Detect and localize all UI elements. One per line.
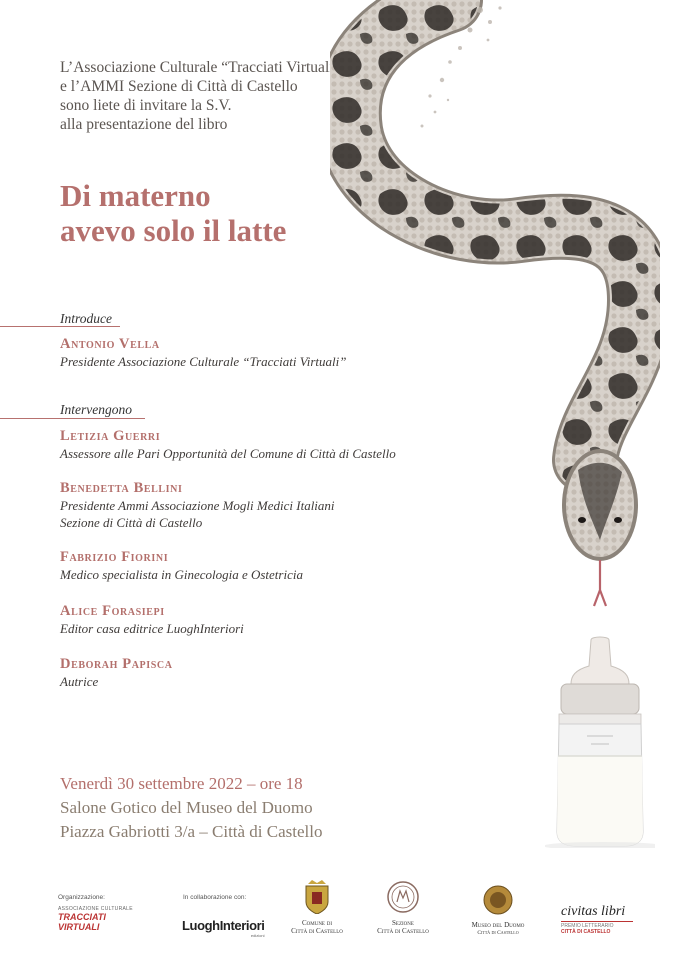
speaker-name: Deborah Papisca — [60, 656, 173, 672]
logo-text: Sezione — [392, 919, 414, 927]
logo-text: CITTÀ DI CASTELLO — [561, 929, 611, 935]
intro-line: sono liete di invitare la S.V. — [60, 97, 232, 114]
event-address: Piazza Gabriotti 3/a – Città di Castello — [60, 822, 323, 841]
ammi-logo — [367, 880, 439, 935]
intro-line: alla presentazione del libro — [60, 116, 228, 133]
museo-duomo-logo — [455, 884, 541, 937]
logo-text: Città di Castello — [477, 930, 519, 936]
intro-line: L’Associazione Culturale “Tracciati Virtuali” — [60, 59, 341, 76]
logo-text: TRACCIATI VIRTUALI — [58, 912, 106, 932]
logo-text: civitas libri — [561, 904, 626, 919]
speaker-fiorini — [60, 549, 480, 583]
event-venue: Salone Gotico del Museo del Duomo — [60, 798, 313, 817]
organizzazione-label: Organizzazione: — [58, 894, 105, 901]
speaker-papisca — [60, 656, 480, 690]
museo-medal-icon — [455, 884, 541, 916]
speaker-role: Medico specialista in Ginecologia e Ostetricia — [60, 567, 303, 582]
logo-text: Città di Castello — [291, 927, 343, 935]
ammi-emblem-icon — [367, 880, 439, 914]
civitas-libri-logo — [561, 904, 633, 935]
speaker-bellini — [60, 480, 480, 531]
introduce-label: Introduce — [60, 311, 112, 326]
footer-logos — [0, 888, 683, 960]
speaker-name: Antonio Vella — [60, 336, 160, 352]
logo-text: LuoghInteriori — [182, 918, 265, 933]
event-info — [60, 772, 323, 844]
speaker-name: Alice Forasiepi — [60, 603, 165, 619]
logo-divider — [561, 921, 633, 922]
comune-crest-icon — [282, 880, 352, 914]
book-title-line: Di materno — [60, 178, 211, 213]
logo-text: Comune di — [301, 919, 333, 927]
book-title — [60, 178, 286, 248]
collaborazione-label: In collaborazione con: — [183, 894, 247, 901]
book-title-line: avevo solo il latte — [60, 213, 287, 248]
logo-text: PREMIO LETTERARIO — [561, 923, 614, 929]
speaker-role: Presidente Ammi Associazione Mogli Medici Italiani — [60, 498, 335, 513]
section-divider — [0, 326, 120, 327]
speaker-name: Letizia Guerri — [60, 428, 161, 444]
logo-text: edizioni — [250, 933, 265, 938]
speaker-role: Editor casa editrice LuoghInteriori — [60, 621, 244, 636]
speaker-role: Sezione di Città di Castello — [60, 515, 203, 530]
speaker-intro — [60, 336, 480, 370]
intro-line: e l’AMMI Sezione di Città di Castello — [60, 78, 298, 95]
tracciati-virtuali-logo — [58, 906, 133, 932]
event-date: Venerdì 30 settembre 2022 – ore 18 — [60, 774, 303, 793]
speaker-guerri — [60, 428, 480, 462]
speaker-name: Benedetta Bellini — [60, 480, 183, 496]
speaker-name: Fabrizio Fiorini — [60, 549, 169, 565]
speaker-role: Assessore alle Pari Opportunità del Comune di Città di Castello — [60, 446, 396, 461]
speaker-role: Autrice — [60, 674, 99, 689]
comune-logo — [282, 880, 352, 935]
speaker-role: Presidente Associazione Culturale “Tracciati Virtuali” — [60, 354, 347, 369]
logo-text: Città di Castello — [377, 927, 429, 935]
logo-text: ASSOCIAZIONE CULTURALE — [58, 906, 133, 912]
intervengono-label: Intervengono — [60, 402, 132, 417]
luoghinteriori-logo — [182, 918, 265, 938]
speaker-forasiepi — [60, 603, 480, 637]
baby-bottle-illustration — [545, 636, 655, 848]
section-divider — [0, 418, 145, 419]
logo-text: Museo del Duomo — [471, 921, 525, 929]
